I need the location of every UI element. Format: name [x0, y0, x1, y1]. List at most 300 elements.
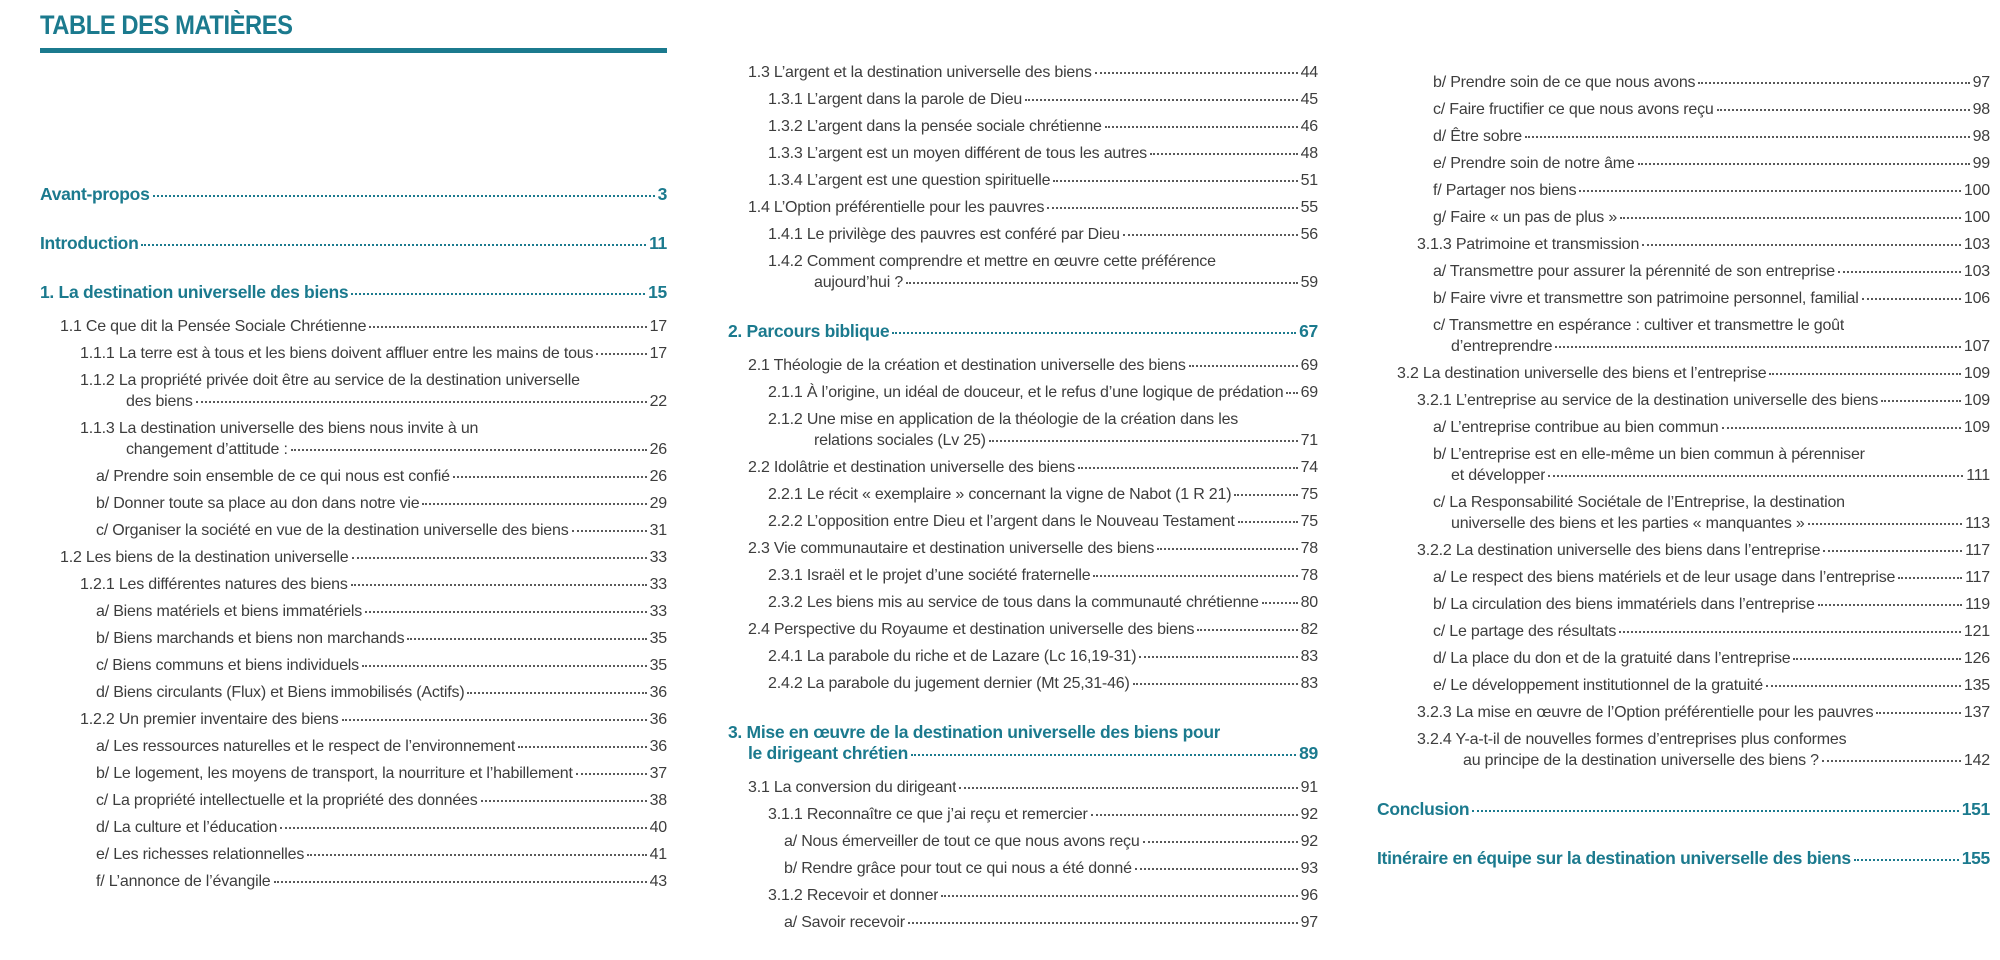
- page-number: 106: [1963, 290, 1990, 307]
- dot-leader-icon: [351, 584, 647, 586]
- toc-entry-text: des biens: [126, 393, 193, 410]
- toc-entry-text: d/ La place du don et de la gratuité dans l’entreprise: [1433, 650, 1791, 667]
- dot-leader-icon: [1095, 72, 1298, 74]
- toc-entry-text: b/ Faire vivre et transmettre son patrimoine personnel, familial: [1433, 290, 1859, 307]
- toc-entry: [40, 184, 667, 205]
- toc-entry-text: c/ Faire fructifier ce que nous avons reçu: [1433, 101, 1714, 118]
- toc-entry-text: 1.3.3 L’argent est un moyen différent de tous les autres: [768, 145, 1147, 162]
- toc-entry-text: aujourd’hui ?: [814, 274, 904, 291]
- toc-entry-text: et développer: [1451, 467, 1546, 484]
- toc-entry-text: b/ Donner toute sa place au don dans notre vie: [96, 495, 420, 512]
- toc-entry: [1377, 261, 1990, 282]
- dot-leader-icon: [1898, 577, 1962, 579]
- toc-entry-text: d/ Être sobre: [1433, 128, 1523, 145]
- toc-entry: [728, 538, 1318, 559]
- page-number: 36: [649, 711, 667, 728]
- toc-entry-text: 3.1.1 Reconnaître ce que j’ai reçu et remercier: [768, 806, 1088, 823]
- toc-entry-text: a/ Savoir recevoir: [784, 914, 905, 931]
- page-number: 83: [1300, 648, 1318, 665]
- toc-entry-text: 1.4 L’Option préférentielle pour les pauvres: [748, 199, 1045, 216]
- toc-entry-text: c/ Le partage des résultats: [1433, 623, 1617, 640]
- dot-leader-icon: [1638, 163, 1970, 165]
- toc-entry-text: c/ Transmettre en espérance : cultiver et transmettre le goût: [1433, 317, 1845, 334]
- toc-entry: [40, 601, 667, 622]
- toc-entry: [40, 790, 667, 811]
- toc-entry-text: a/ L’entreprise contribue au bien commun: [1433, 419, 1719, 436]
- toc-entry-text: 1.4.2 Comment comprendre et mettre en œuvre cette préférence: [768, 253, 1216, 270]
- toc-entry-text: e/ Les richesses relationnelles: [96, 846, 305, 863]
- toc-entry-text: a/ Prendre soin ensemble de ce qui nous est confié: [96, 468, 450, 485]
- dot-leader-icon: [422, 503, 646, 505]
- toc-entry: [40, 370, 667, 412]
- toc-entry-text: c/ Biens communs et biens individuels: [96, 657, 359, 674]
- toc-entry: [40, 655, 667, 676]
- dot-leader-icon: [576, 773, 647, 775]
- toc-entry-text: 2.2.2 L’opposition entre Dieu et l’argent dans le Nouveau Testament: [768, 513, 1235, 530]
- dot-leader-icon: [1238, 521, 1298, 523]
- page-number: 111: [1966, 467, 1990, 484]
- toc-entry: [40, 817, 667, 838]
- toc-entry: [728, 804, 1318, 825]
- toc-entry: [728, 673, 1318, 694]
- toc-entry-text: d/ La culture et l’éducation: [96, 819, 278, 836]
- page-number: 44: [1300, 64, 1318, 81]
- toc-entry-text: 2. Parcours biblique: [728, 321, 890, 341]
- toc-entry-text: 1.1.1 La terre est à tous et les biens doivent affluer entre les mains de tous: [80, 345, 594, 362]
- dot-leader-icon: [196, 401, 647, 403]
- toc-entry-text: 2.4.2 La parabole du jugement dernier (Mt 25,31-46): [768, 675, 1130, 692]
- toc-entry-text: c/ Organiser la société en vue de la destination universelle des biens: [96, 522, 569, 539]
- dot-leader-icon: [1197, 629, 1297, 631]
- toc-entry-text: f/ L’annonce de l’évangile: [96, 873, 271, 890]
- page-number: 117: [1965, 569, 1990, 586]
- page-number: 17: [649, 318, 667, 335]
- toc-entry-text: Conclusion: [1377, 799, 1470, 819]
- dot-leader-icon: [1769, 373, 1960, 375]
- toc-entry-text: 2.2 Idolâtrie et destination universelle des biens: [748, 459, 1076, 476]
- toc-entry-text: c/ La propriété intellectuelle et la propriété des données: [96, 792, 478, 809]
- toc-entry-text: 1.2.1 Les différentes natures des biens: [80, 576, 348, 593]
- toc-entry: [1377, 444, 1990, 486]
- page-number: 83: [1300, 675, 1318, 692]
- dot-leader-icon: [1808, 523, 1963, 525]
- toc-entry: [1377, 153, 1990, 174]
- dot-leader-icon: [1262, 602, 1298, 604]
- dot-leader-icon: [911, 754, 1296, 756]
- page-number: 97: [1972, 74, 1990, 91]
- page-number: 137: [1963, 704, 1990, 721]
- dot-leader-icon: [365, 611, 647, 613]
- page-number: 48: [1300, 145, 1318, 162]
- toc-entry-text: b/ Prendre soin de ce que nous avons: [1433, 74, 1696, 91]
- toc-entry-text: 2.4.1 La parabole du riche et de Lazare (Lc 16,19-31): [768, 648, 1137, 665]
- toc-entry-text: b/ Le logement, les moyens de transport, la nourriture et l’habillement: [96, 765, 573, 782]
- page-number: 82: [1300, 621, 1318, 638]
- dot-leader-icon: [342, 719, 647, 721]
- dot-leader-icon: [1525, 136, 1970, 138]
- toc-entry-text: 3.1.2 Recevoir et donner: [768, 887, 939, 904]
- toc-entry: [1377, 315, 1990, 357]
- page-number: 33: [649, 549, 667, 566]
- toc-entry: [40, 316, 667, 337]
- toc-entry: [1377, 207, 1990, 228]
- page-number: 92: [1300, 806, 1318, 823]
- toc-entry: [728, 565, 1318, 586]
- toc-entry: [728, 831, 1318, 852]
- toc-entry-text: relations sociales (Lv 25): [814, 432, 986, 449]
- page-number: 78: [1300, 567, 1318, 584]
- toc-entry-text: 2.1.1 À l’origine, un idéal de douceur, et le refus d’une logique de prédation: [768, 384, 1284, 401]
- toc-entry-text: d/ Biens circulants (Flux) et Biens immobilisés (Actifs): [96, 684, 465, 701]
- dot-leader-icon: [1025, 99, 1297, 101]
- dot-leader-icon: [1105, 126, 1298, 128]
- dot-leader-icon: [362, 665, 647, 667]
- toc-entry-text: 2.3 Vie communautaire et destination universelle des biens: [748, 540, 1155, 557]
- page-number: 36: [649, 738, 667, 755]
- toc-entry: [728, 197, 1318, 218]
- toc-entry-text: au principe de la destination universelle des biens ?: [1463, 752, 1819, 769]
- toc-entry-text: 1.4.1 Le privilège des pauvres est conféré par Dieu: [768, 226, 1120, 243]
- page-number: 109: [1963, 419, 1990, 436]
- dot-leader-icon: [307, 854, 646, 856]
- toc-entry-text: b/ Rendre grâce pour tout ce qui nous a été donné: [784, 860, 1132, 877]
- toc-entry-text: Introduction: [40, 233, 139, 253]
- toc-entry: [728, 722, 1318, 764]
- toc-entry: [728, 170, 1318, 191]
- page-number: 69: [1300, 384, 1318, 401]
- dot-leader-icon: [959, 787, 1297, 789]
- toc-entry: [40, 282, 667, 303]
- toc-entry: [40, 418, 667, 460]
- toc-entry: [728, 382, 1318, 403]
- toc-entry: [728, 777, 1318, 798]
- dot-leader-icon: [1854, 859, 1959, 861]
- toc-entry-text: Avant-propos: [40, 184, 150, 204]
- dot-leader-icon: [407, 638, 646, 640]
- dot-leader-icon: [1642, 244, 1961, 246]
- page-number: 142: [1963, 752, 1990, 769]
- toc-entry-text: e/ Le développement institutionnel de la gratuité: [1433, 677, 1763, 694]
- toc-entry-text: 2.4 Perspective du Royaume et destination universelle des biens: [748, 621, 1195, 638]
- toc-entry: [728, 355, 1318, 376]
- dot-leader-icon: [1620, 217, 1961, 219]
- dot-leader-icon: [941, 895, 1297, 897]
- page-number: 41: [649, 846, 667, 863]
- toc-entry: [40, 493, 667, 514]
- toc-entry: [40, 682, 667, 703]
- dot-leader-icon: [1093, 575, 1297, 577]
- dot-leader-icon: [291, 449, 647, 451]
- page-number: 135: [1963, 677, 1990, 694]
- dot-leader-icon: [280, 827, 646, 829]
- dot-leader-icon: [453, 476, 647, 478]
- toc-entry-text: a/ Les ressources naturelles et le respect de l’environnement: [96, 738, 516, 755]
- page-number: 100: [1963, 209, 1990, 226]
- dot-leader-icon: [1717, 109, 1970, 111]
- toc-entry-text: 1.1.2 La propriété privée doit être au service de la destination universelle: [80, 372, 580, 389]
- toc-entry: [1377, 848, 1990, 869]
- dot-leader-icon: [1472, 810, 1958, 812]
- toc-entry: [1377, 126, 1990, 147]
- toc-entry-text: 1.3.4 L’argent est une question spirituelle: [768, 172, 1051, 189]
- dot-leader-icon: [1579, 190, 1960, 192]
- page-number: 117: [1965, 542, 1990, 559]
- toc-entry: [40, 343, 667, 364]
- page-number: 126: [1963, 650, 1990, 667]
- toc-entry-text: a/ Biens matériels et biens immatériels: [96, 603, 363, 620]
- toc-entry-text: 2.1 Théologie de la création et destination universelle des biens: [748, 357, 1186, 374]
- page-number: 38: [649, 792, 667, 809]
- page-number: 109: [1963, 392, 1990, 409]
- toc-entry-text: changement d’attitude :: [126, 441, 288, 458]
- dot-leader-icon: [1135, 868, 1298, 870]
- toc-entry-text: g/ Faire « un pas de plus »: [1433, 209, 1618, 226]
- page-number: 29: [649, 495, 667, 512]
- toc-entry: [40, 844, 667, 865]
- page-number: 91: [1300, 779, 1318, 796]
- toc-entry: [40, 574, 667, 595]
- toc-entry: [1377, 675, 1990, 696]
- page-number: 109: [1963, 365, 1990, 382]
- toc-entry: [1377, 180, 1990, 201]
- dot-leader-icon: [1766, 685, 1961, 687]
- toc-entry-text: 3.2.2 La destination universelle des biens dans l’entreprise: [1417, 542, 1821, 559]
- page-number: 37: [649, 765, 667, 782]
- toc-entry: [728, 321, 1318, 342]
- dot-leader-icon: [1139, 656, 1297, 658]
- dot-leader-icon: [1838, 271, 1961, 273]
- page-number: 103: [1963, 263, 1990, 280]
- page-number: 59: [1300, 274, 1318, 291]
- page-number: 11: [649, 233, 667, 253]
- dot-leader-icon: [1047, 207, 1297, 209]
- toc-entry: [1377, 540, 1990, 561]
- toc-entry: [1377, 234, 1990, 255]
- page-number: 75: [1300, 513, 1318, 530]
- toc-entry-text: b/ L’entreprise est en elle-même un bien commun à pérenniser: [1433, 446, 1865, 463]
- toc-entry-text: a/ Nous émerveiller de tout ce que nous avons reçu: [784, 833, 1140, 850]
- toc-entry: [1377, 729, 1990, 771]
- toc-entry: [1377, 363, 1990, 384]
- toc-entry: [40, 628, 667, 649]
- toc-entry: [1377, 702, 1990, 723]
- toc-entry: [1377, 72, 1990, 93]
- dot-leader-icon: [1822, 760, 1961, 762]
- page-number: 100: [1963, 182, 1990, 199]
- page-number: 97: [1300, 914, 1318, 931]
- toc-entry-text: d’entreprendre: [1451, 338, 1553, 355]
- toc-entry: [728, 409, 1318, 451]
- dot-leader-icon: [572, 530, 647, 532]
- dot-leader-icon: [1722, 427, 1961, 429]
- page-number: 40: [649, 819, 667, 836]
- dot-leader-icon: [1078, 467, 1297, 469]
- dot-leader-icon: [481, 800, 647, 802]
- toc-entry-text: 3.2 La destination universelle des biens et l’entreprise: [1397, 365, 1767, 382]
- toc-entry-text: 1.1 Ce que dit la Pensée Sociale Chrétienne: [60, 318, 367, 335]
- dot-leader-icon: [1876, 712, 1961, 714]
- toc-entry-text: a/ Transmettre pour assurer la pérennité de son entreprise: [1433, 263, 1835, 280]
- toc-entry-text: 3. Mise en œuvre de la destination universelle des biens pour: [728, 722, 1221, 742]
- dot-leader-icon: [467, 692, 646, 694]
- toc-entry-text: 1.3 L’argent et la destination universelle des biens: [748, 64, 1092, 81]
- page-number: 103: [1963, 236, 1990, 253]
- toc-entry: [1377, 288, 1990, 309]
- dot-leader-icon: [1143, 841, 1298, 843]
- toc-entry-text: Itinéraire en équipe sur la destination universelle des biens: [1377, 848, 1851, 868]
- page-number: 26: [649, 441, 667, 458]
- dot-leader-icon: [908, 922, 1298, 924]
- toc-entry: [728, 592, 1318, 613]
- toc-entry-text: e/ Prendre soin de notre âme: [1433, 155, 1635, 172]
- toc-entry-text: 1.1.3 La destination universelle des biens nous invite à un: [80, 420, 479, 437]
- page-number: 35: [649, 657, 667, 674]
- toc-entry: [1377, 594, 1990, 615]
- page-number: 155: [1961, 848, 1990, 868]
- toc-entry-text: 1.2 Les biens de la destination universelle: [60, 549, 349, 566]
- dot-leader-icon: [1189, 365, 1298, 367]
- toc-entry-text: 2.2.1 Le récit « exemplaire » concernant la vigne de Nabot (1 R 21): [768, 486, 1232, 503]
- dot-leader-icon: [153, 195, 655, 197]
- toc-entry-text: 2.3.1 Israël et le projet d’une société fraternelle: [768, 567, 1091, 584]
- page-number: 89: [1299, 743, 1318, 763]
- toc-entry: [40, 233, 667, 254]
- dot-leader-icon: [1793, 658, 1960, 660]
- page-number: 55: [1300, 199, 1318, 216]
- page-number: 22: [649, 393, 667, 410]
- dot-leader-icon: [1818, 604, 1962, 606]
- toc-column-right: [1377, 0, 1990, 960]
- page-number: 51: [1300, 172, 1318, 189]
- toc-entry: [40, 547, 667, 568]
- toc-entry: [40, 871, 667, 892]
- toc-entry: [728, 885, 1318, 906]
- dot-leader-icon: [1862, 298, 1961, 300]
- dot-leader-icon: [1157, 548, 1297, 550]
- toc-column-left: [40, 0, 667, 960]
- toc-entries-right: [1377, 72, 1990, 882]
- page-number: 33: [649, 576, 667, 593]
- page-number: 74: [1300, 459, 1318, 476]
- dot-leader-icon: [892, 332, 1296, 334]
- dot-leader-icon: [1123, 234, 1298, 236]
- toc-entries-middle: [728, 62, 1318, 939]
- toc-entry: [1377, 799, 1990, 820]
- toc-entry: [40, 709, 667, 730]
- dot-leader-icon: [906, 282, 1298, 284]
- toc-entries-left: [40, 184, 667, 898]
- toc-entry-text: 3.2.1 L’entreprise au service de la destination universelle des biens: [1417, 392, 1879, 409]
- page-number: 107: [1963, 338, 1990, 355]
- dot-leader-icon: [518, 746, 646, 748]
- page-title: TABLE DES MATIÈRES: [40, 10, 293, 40]
- toc-entry: [728, 251, 1318, 293]
- page-number: 96: [1300, 887, 1318, 904]
- page-number: 98: [1972, 101, 1990, 118]
- page-number: 17: [649, 345, 667, 362]
- dot-leader-icon: [1234, 494, 1297, 496]
- toc-entry-text: 3.2.4 Y-a-t-il de nouvelles formes d’entreprises plus conformes: [1417, 731, 1847, 748]
- page-number: 15: [648, 282, 667, 302]
- page-number: 35: [649, 630, 667, 647]
- dot-leader-icon: [1619, 631, 1961, 633]
- page-number: 45: [1300, 91, 1318, 108]
- toc-entry: [728, 619, 1318, 640]
- toc-entry-text: c/ La Responsabilité Sociétale de l’Entreprise, la destination: [1433, 494, 1845, 511]
- toc-entry: [1377, 390, 1990, 411]
- toc-entry: [1377, 99, 1990, 120]
- toc-entry: [728, 457, 1318, 478]
- page-number: 46: [1300, 118, 1318, 135]
- dot-leader-icon: [1133, 683, 1298, 685]
- page-number: 71: [1300, 432, 1318, 449]
- toc-entry: [728, 511, 1318, 532]
- page-number: 33: [649, 603, 667, 620]
- toc-entry-text: 1. La destination universelle des biens: [40, 282, 349, 302]
- page-number: 3: [657, 184, 667, 204]
- dot-leader-icon: [1881, 400, 1961, 402]
- toc-entry-text: f/ Partager nos biens: [1433, 182, 1577, 199]
- page-number: 43: [649, 873, 667, 890]
- page-number: 151: [1961, 799, 1990, 819]
- dot-leader-icon: [274, 881, 647, 883]
- page-number: 98: [1972, 128, 1990, 145]
- toc-entry: [728, 484, 1318, 505]
- dot-leader-icon: [1150, 153, 1298, 155]
- title-underline: [40, 10, 667, 53]
- page-number: 69: [1300, 357, 1318, 374]
- toc-entry: [728, 224, 1318, 245]
- toc-entry: [1377, 417, 1990, 438]
- dot-leader-icon: [1555, 346, 1961, 348]
- page-number: 31: [649, 522, 667, 539]
- toc-entry-text: 3.2.3 La mise en œuvre de l’Option préférentielle pour les pauvres: [1417, 704, 1874, 721]
- toc-entry: [40, 736, 667, 757]
- toc-entry: [728, 858, 1318, 879]
- page-number: 67: [1299, 321, 1318, 341]
- dot-leader-icon: [369, 326, 646, 328]
- page-number: 78: [1300, 540, 1318, 557]
- toc-entry: [40, 520, 667, 541]
- page-number: 113: [1965, 515, 1990, 532]
- toc-entry-text: a/ Le respect des biens matériels et de leur usage dans l’entreprise: [1433, 569, 1896, 586]
- toc-entry-text: 1.3.1 L’argent dans la parole de Dieu: [768, 91, 1023, 108]
- page-number: 119: [1965, 596, 1990, 613]
- dot-leader-icon: [1548, 475, 1963, 477]
- page-number: 36: [649, 684, 667, 701]
- toc-entry: [1377, 492, 1990, 534]
- page-number: 80: [1300, 594, 1318, 611]
- dot-leader-icon: [141, 244, 646, 246]
- dot-leader-icon: [1823, 550, 1962, 552]
- toc-entry-text: b/ Biens marchands et biens non marchands: [96, 630, 405, 647]
- dot-leader-icon: [989, 440, 1298, 442]
- page-number: 75: [1300, 486, 1318, 503]
- toc-entry: [40, 763, 667, 784]
- page-number: 26: [649, 468, 667, 485]
- toc-column-middle: [728, 0, 1318, 960]
- toc-entry-text: b/ La circulation des biens immatériels dans l’entreprise: [1433, 596, 1815, 613]
- toc-entry: [1377, 648, 1990, 669]
- toc-entry-text: 3.1 La conversion du dirigeant: [748, 779, 957, 796]
- toc-entry: [728, 646, 1318, 667]
- dot-leader-icon: [1053, 180, 1297, 182]
- toc-entry-text: le dirigeant chrétien: [748, 743, 908, 763]
- toc-entry-text: 1.2.2 Un premier inventaire des biens: [80, 711, 339, 728]
- toc-entry: [728, 143, 1318, 164]
- page-number: 92: [1300, 833, 1318, 850]
- toc-entry-text: 2.3.2 Les biens mis au service de tous dans la communauté chrétienne: [768, 594, 1259, 611]
